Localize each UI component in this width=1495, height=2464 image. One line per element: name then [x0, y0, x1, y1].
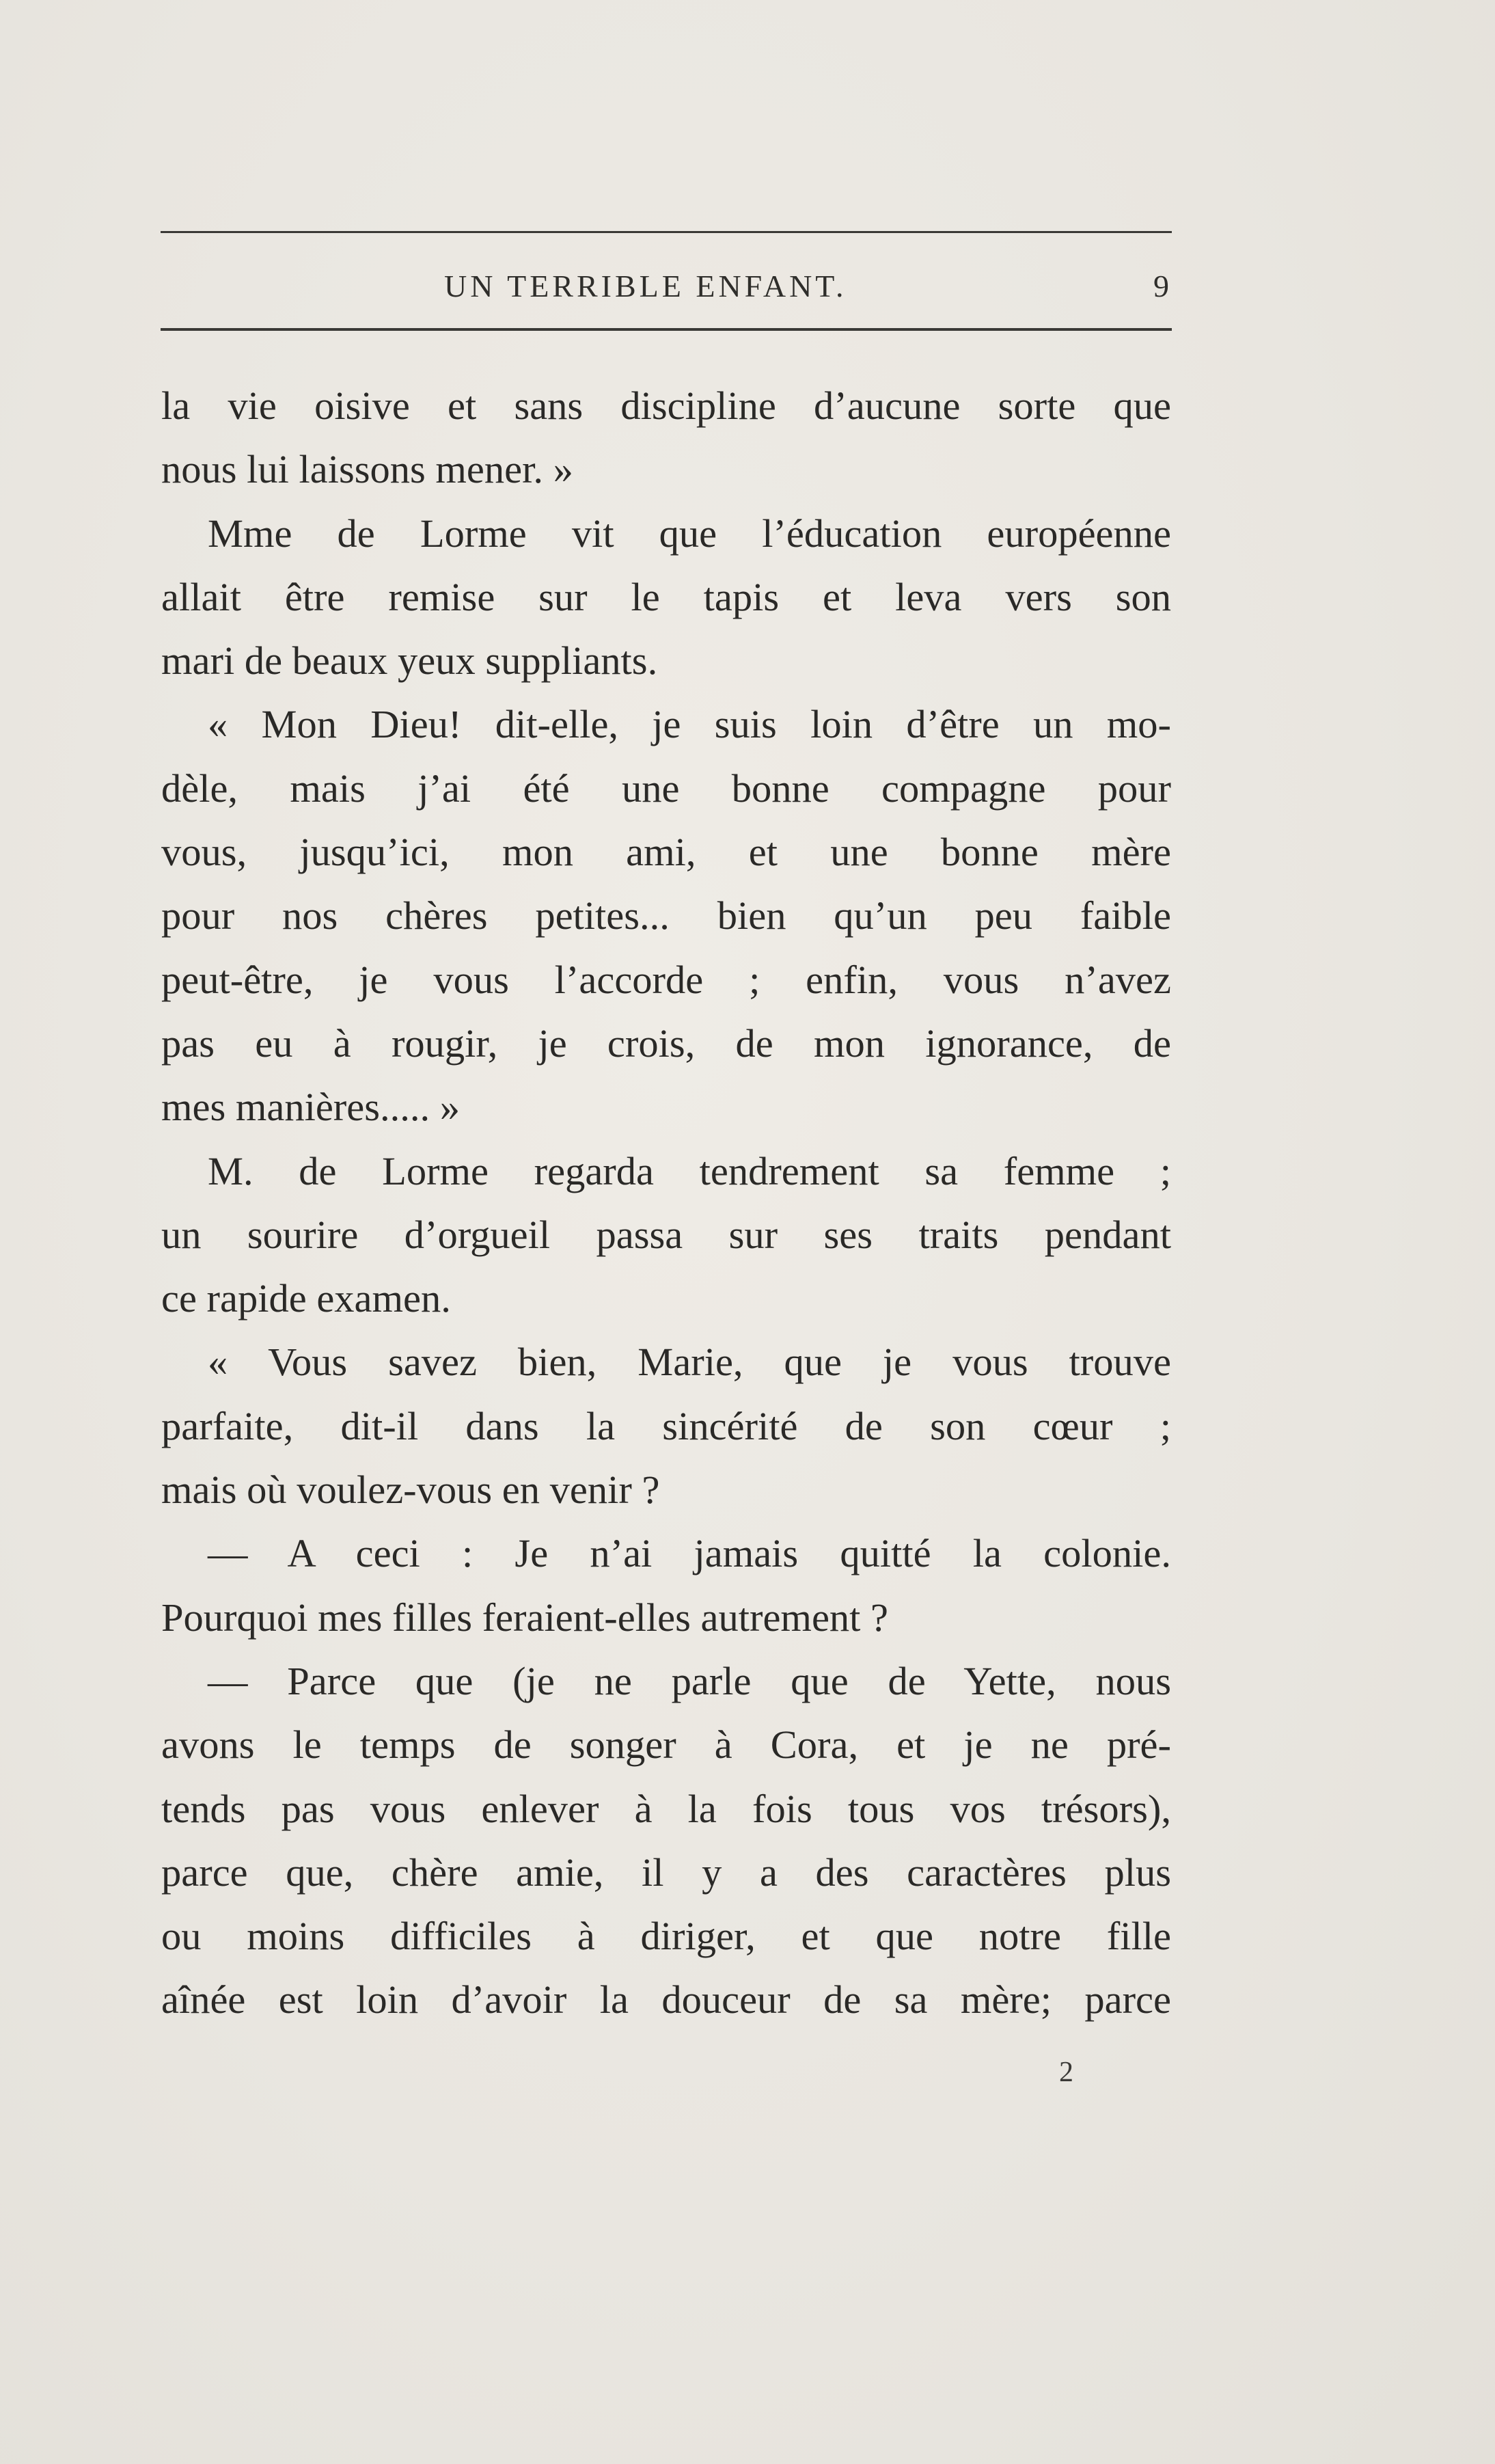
page-number: 9: [1153, 269, 1169, 303]
text-line: mes manières..... »: [161, 1085, 461, 1130]
text-line: aînée est loin d’avoir la douceur de sa mère; parce: [161, 1977, 1171, 2022]
text-line: pas eu à rougir, je crois, de mon ignorance, de: [161, 1020, 1171, 1066]
text-line: — A ceci : Je n’ai jamais quitté la colonie.: [208, 1531, 1171, 1576]
text-line: nous lui laissons mener. »: [161, 447, 573, 492]
body-text: [161, 374, 1171, 2032]
text-line: mais où voulez-vous en venir ?: [161, 1467, 660, 1513]
header-rule-top: [161, 231, 1172, 233]
signature-mark: 2: [1059, 2057, 1073, 2088]
text-line: Pourquoi mes filles feraient-elles autrement ?: [161, 1595, 888, 1640]
header-rule-bottom: [161, 328, 1172, 331]
text-line: pour nos chères petites... bien qu’un peu faible: [161, 893, 1171, 938]
text-line: dèle, mais j’ai été une bonne compagne pour: [161, 766, 1171, 811]
text-line: ce rapide examen.: [161, 1276, 451, 1321]
text-line: « Vous savez bien, Marie, que je vous trouve: [208, 1340, 1171, 1385]
text-line: un sourire d’orgueil passa sur ses traits pendant: [161, 1212, 1171, 1257]
text-line: la vie oisive et sans discipline d’aucune sorte que: [161, 383, 1171, 428]
text-line: ou moins difficiles à diriger, et que notre fille: [161, 1914, 1171, 1959]
text-line: allait être remise sur le tapis et leva vers son: [161, 574, 1171, 619]
text-line: M. de Lorme regarda tendrement sa femme ;: [208, 1148, 1171, 1193]
text-line: parce que, chère amie, il y a des caractères plus: [161, 1850, 1171, 1895]
text-line: peut-être, je vous l’accorde ; enfin, vous n’avez: [161, 957, 1171, 1002]
text-line: tends pas vous enlever à la fois tous vos trésors),: [161, 1786, 1171, 1831]
running-head: UN TERRIBLE ENFANT.: [444, 269, 847, 303]
text-line: — Parce que (je ne parle que de Yette, nous: [208, 1658, 1171, 1703]
text-line: « Mon Dieu! dit-elle, je suis loin d’être un mo-: [208, 702, 1171, 747]
text-line: Mme de Lorme vit que l’éducation européenne: [208, 511, 1171, 556]
text-line: avons le temps de songer à Cora, et je ne pré-: [161, 1722, 1171, 1768]
text-line: mari de beaux yeux suppliants.: [161, 638, 658, 683]
text-line: parfaite, dit-il dans la sincérité de son cœur ;: [161, 1403, 1171, 1448]
text-line: vous, jusqu’ici, mon ami, et une bonne mère: [161, 830, 1171, 875]
